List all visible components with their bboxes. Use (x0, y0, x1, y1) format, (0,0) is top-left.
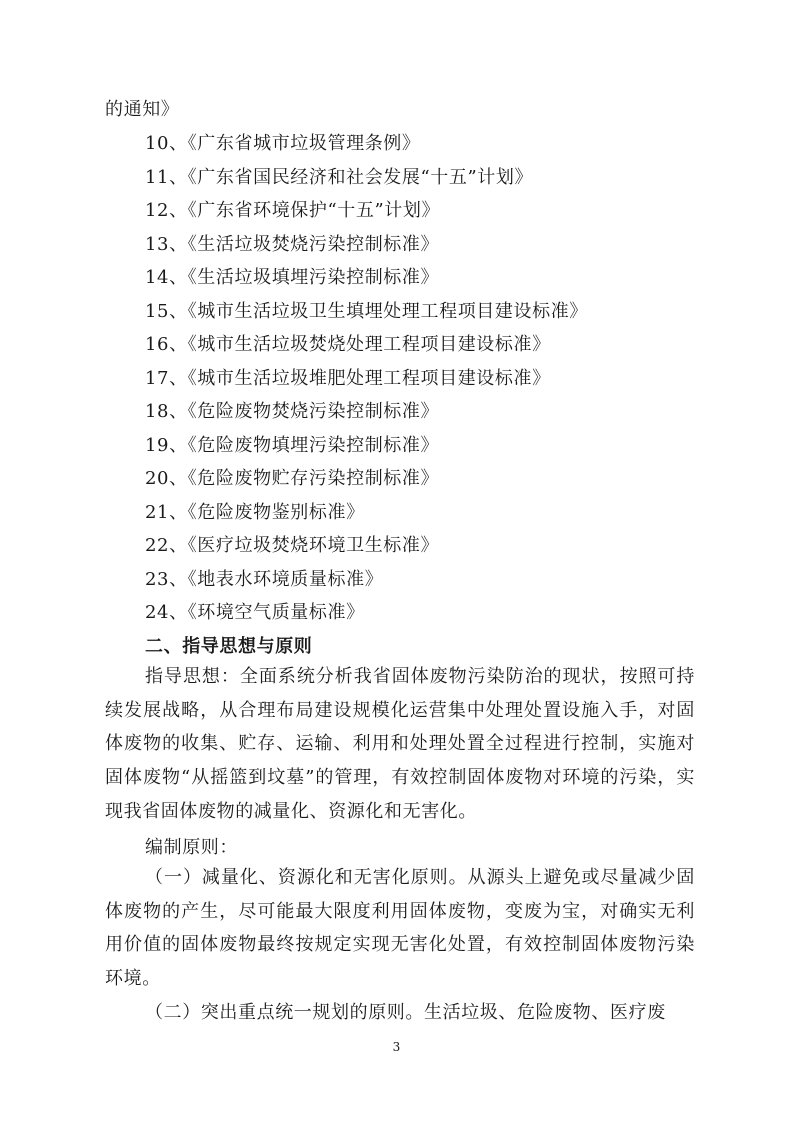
reference-item: 15、《城市生活垃圾卫生填埋处理工程项目建设标准》 (145, 301, 588, 322)
principle-paragraph-1: （一）减量化、资源化和无害化原则。从源头上避免或尽量减少固体废物的产生，尽可能最大限度利用固体废物，变废为宝，对确实无利用价值的固体废物最终按规定实现无害化处置，有效控制固体废物污染环境。 (105, 867, 695, 990)
reference-item: 11、《广东省国民经济和社会发展“十五”计划》 (145, 167, 534, 188)
reference-item: 22、《医疗垃圾焚烧环境卫生标准》 (145, 535, 440, 556)
reference-item: 13、《生活垃圾焚烧污染控制标准》 (145, 234, 440, 255)
reference-item: 18、《危险废物焚烧污染控制标准》 (145, 401, 440, 422)
reference-item: 17、《城市生活垃圾堆肥处理工程项目建设标准》 (145, 368, 551, 389)
reference-item: 23、《地表水环境质量标准》 (145, 569, 384, 590)
continuation-line: 的通知》 (105, 99, 180, 120)
reference-item: 19、《危险废物填埋污染控制标准》 (145, 435, 440, 456)
reference-item: 10、《广东省城市垃圾管理条例》 (145, 133, 421, 154)
guiding-paragraph: 指导思想：全面系统分析我省固体废物污染防治的现状，按照可持续发展战略，从合理布局建设规模化运营集中处理处置设施入手，对固体废物的收集、贮存、运输、利用和处理处置全过程进行控制，实施对固体废物“从摇篮到坟墓”的管理，有效控制固体废物对环境的污染，实现我省固体废物的减量化、资源化和无害化。 (105, 666, 695, 822)
reference-item: 14、《生活垃圾填埋污染控制标准》 (145, 267, 440, 288)
principle-paragraph-2: （二）突出重点统一规划的原则。生活垃圾、危险废物、医疗废 (145, 1002, 666, 1023)
reference-item: 21、《危险废物鉴别标准》 (145, 502, 365, 523)
reference-item: 12、《广东省环境保护“十五”计划》 (145, 200, 441, 221)
reference-item: 16、《城市生活垃圾焚烧处理工程项目建设标准》 (145, 334, 551, 355)
reference-item: 20、《危险废物贮存污染控制标准》 (145, 468, 440, 489)
principles-label: 编制原则： (145, 837, 238, 858)
page-number: 3 (392, 1040, 401, 1054)
section-heading: 二、指导思想与原则 (145, 636, 313, 657)
reference-item: 24、《环境空气质量标准》 (145, 602, 365, 623)
